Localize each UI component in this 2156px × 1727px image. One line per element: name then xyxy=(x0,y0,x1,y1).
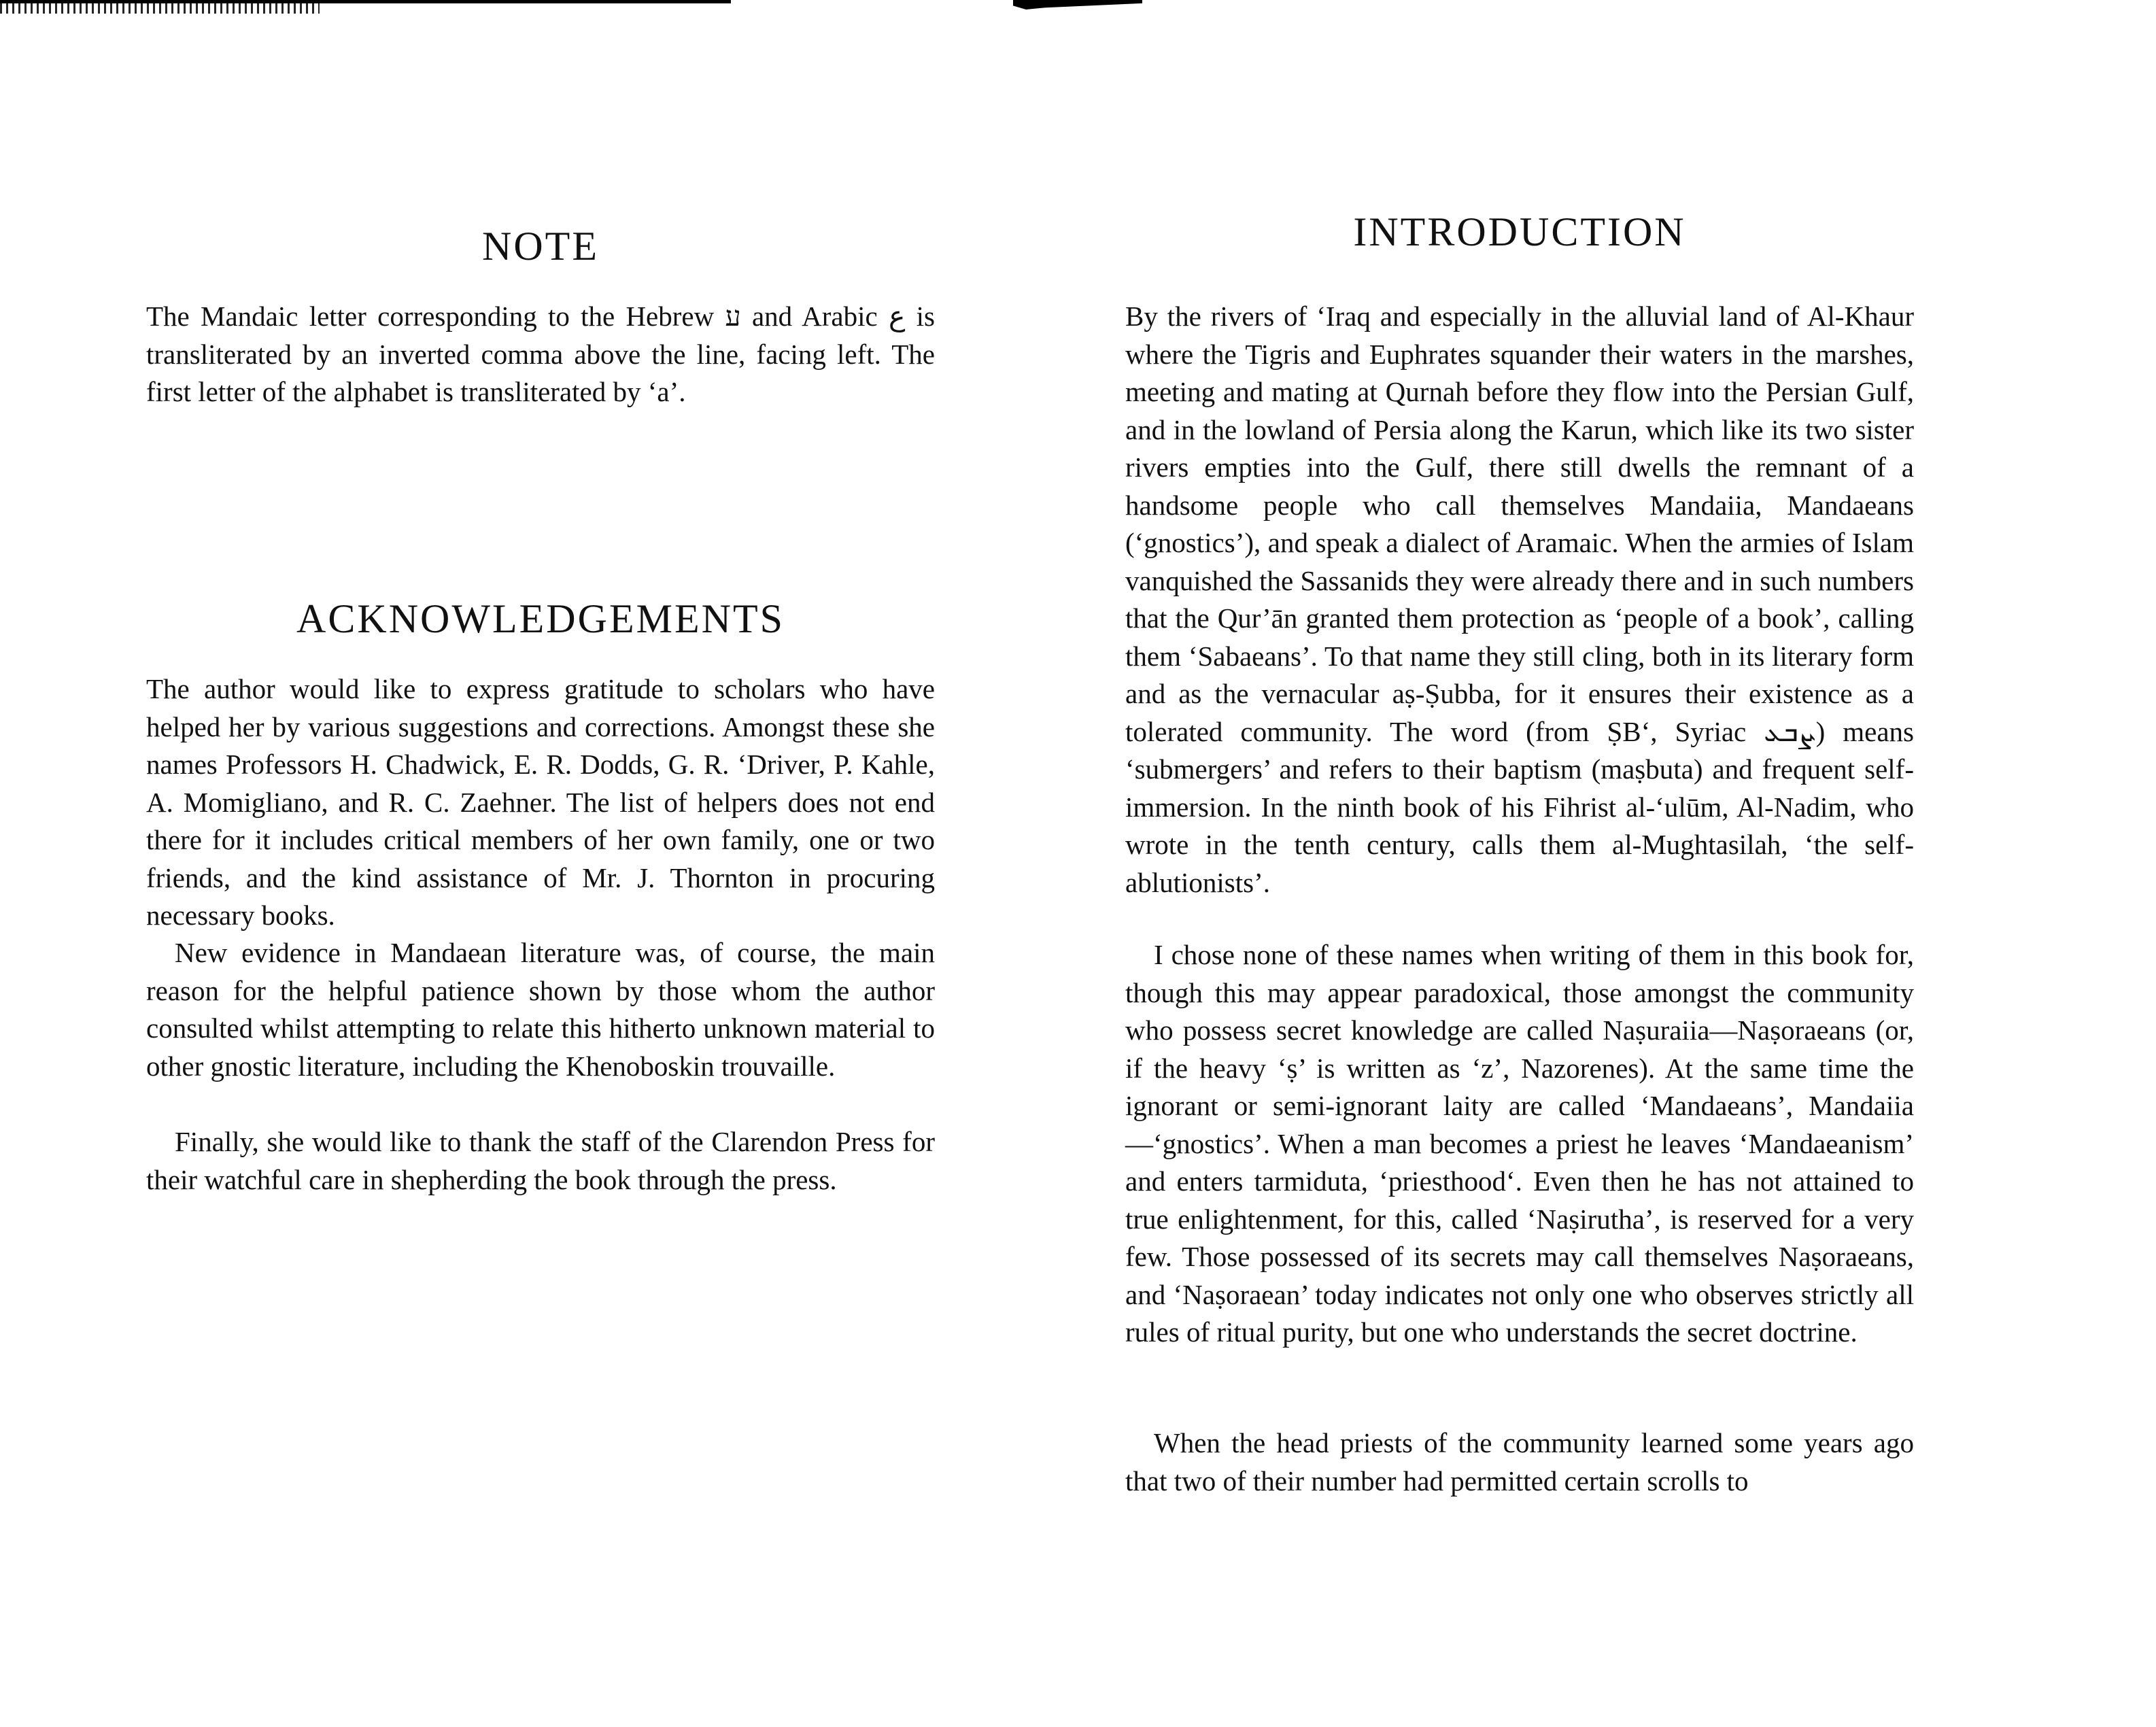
introduction-paragraph-1: By the rivers of ‘Iraq and especially in the alluvial land of Al-Khaur where the Tigris and Euphrates squander their waters in the marshes, meeting and mating at Qurnah before they flow into the Persian Gulf, and in the lowland of Persia along the Karun, which like its two sister rivers empties into the Gulf, there still dwells the remnant of a handsome people who call themselves Mandaiia, Mandaeans (‘gnostics’), and speak a dialect of Aramaic. When the armies of Islam vanquished the Sassanids they were already there and in such numbers that the Qur’ān granted them protection as ‘people of a book’, calling them ‘Sabaeans’. To that name they still cling, both in its literary form and as the vernacular aṣ-Ṣubba, for it ensures their existence as a tolerated community. The word (from ṢB‘, Syriac ܨܒܥ) means ‘submergers’ and refers to their baptism (maṣbuta) and frequent self-immersion. In the ninth book of his Fihrist al-‘ulūm, Al-Nadim, who wrote in the tenth century, calls them al-Mughtasilah, ‘the self-ablutionists’. xyxy=(1125,301,1914,898)
introduction-heading: INTRODUCTION xyxy=(1353,209,1686,254)
scan-artifact-top-right xyxy=(1013,0,1142,10)
scan-artifact-ticks xyxy=(0,3,320,14)
introduction-paragraph-2: I chose none of these names when writing of them in this book for, though this may appear paradoxical, those amongst the community who possess secret knowledge are called Naṣuraiia—Naṣoraeans (or, if the heavy ‘ṣ’ is written as ‘z’, Nazorenes). At the same time the ignorant or semi-ignorant laity are called ‘Mandaeans’, Mandaiia—‘gnostics’. When a man becomes a priest he leaves ‘Mandaeanism’ and enters tarmiduta, ‘priesthood‘. Even then he has not attained to true enlightenment, for this, called ‘Naṣirutha’, is reserved for a very few. Those possessed of its secrets may call themselves Naṣoraeans, and ‘Naṣoraean’ today indicates not only one who observes strictly all rules of ritual purity, but one who understands the secret doctrine. xyxy=(1125,939,1914,1348)
acknowledgements-paragraph-1: The author would like to express gratitude to scholars who have helped her by various suggestions and corrections. Amongst these she names Professors H. Chadwick, E. R. Dodds, G. R. ‘Driver, P. Kahle, A. Momigliano, and R. C. Zaehner. The list of helpers does not end there for it includes critical members of her own family, one or two friends, and the kind assistance of Mr. J. Thornton in procuring necessary books. xyxy=(146,673,935,931)
note-body: The Mandaic letter corresponding to the Hebrew ע and Arabic ع is transliterated by an inverted comma above the line, facing left. The first letter of the alphabet is transliterated by ‘a’. xyxy=(146,301,936,407)
acknowledgements-heading: ACKNOWLEDGEMENTS xyxy=(296,596,785,641)
introduction-paragraph-3: When the head priests of the community learned some years ago that two of their number had permitted certain scrolls to xyxy=(1125,1427,1914,1497)
note-heading: NOTE xyxy=(482,224,599,269)
acknowledgements-paragraph-3: Finally, she would like to thank the staff of the Clarendon Press for their watchful care in shepherding the book through the press. xyxy=(146,1126,935,1195)
acknowledgements-paragraph-2: New evidence in Mandaean literature was, of course, the main reason for the helpful patience shown by those whom the author consulted whilst attempting to relate this hitherto unknown material to other gnostic literature, including the Khenoboskin trouvaille. xyxy=(146,937,935,1082)
